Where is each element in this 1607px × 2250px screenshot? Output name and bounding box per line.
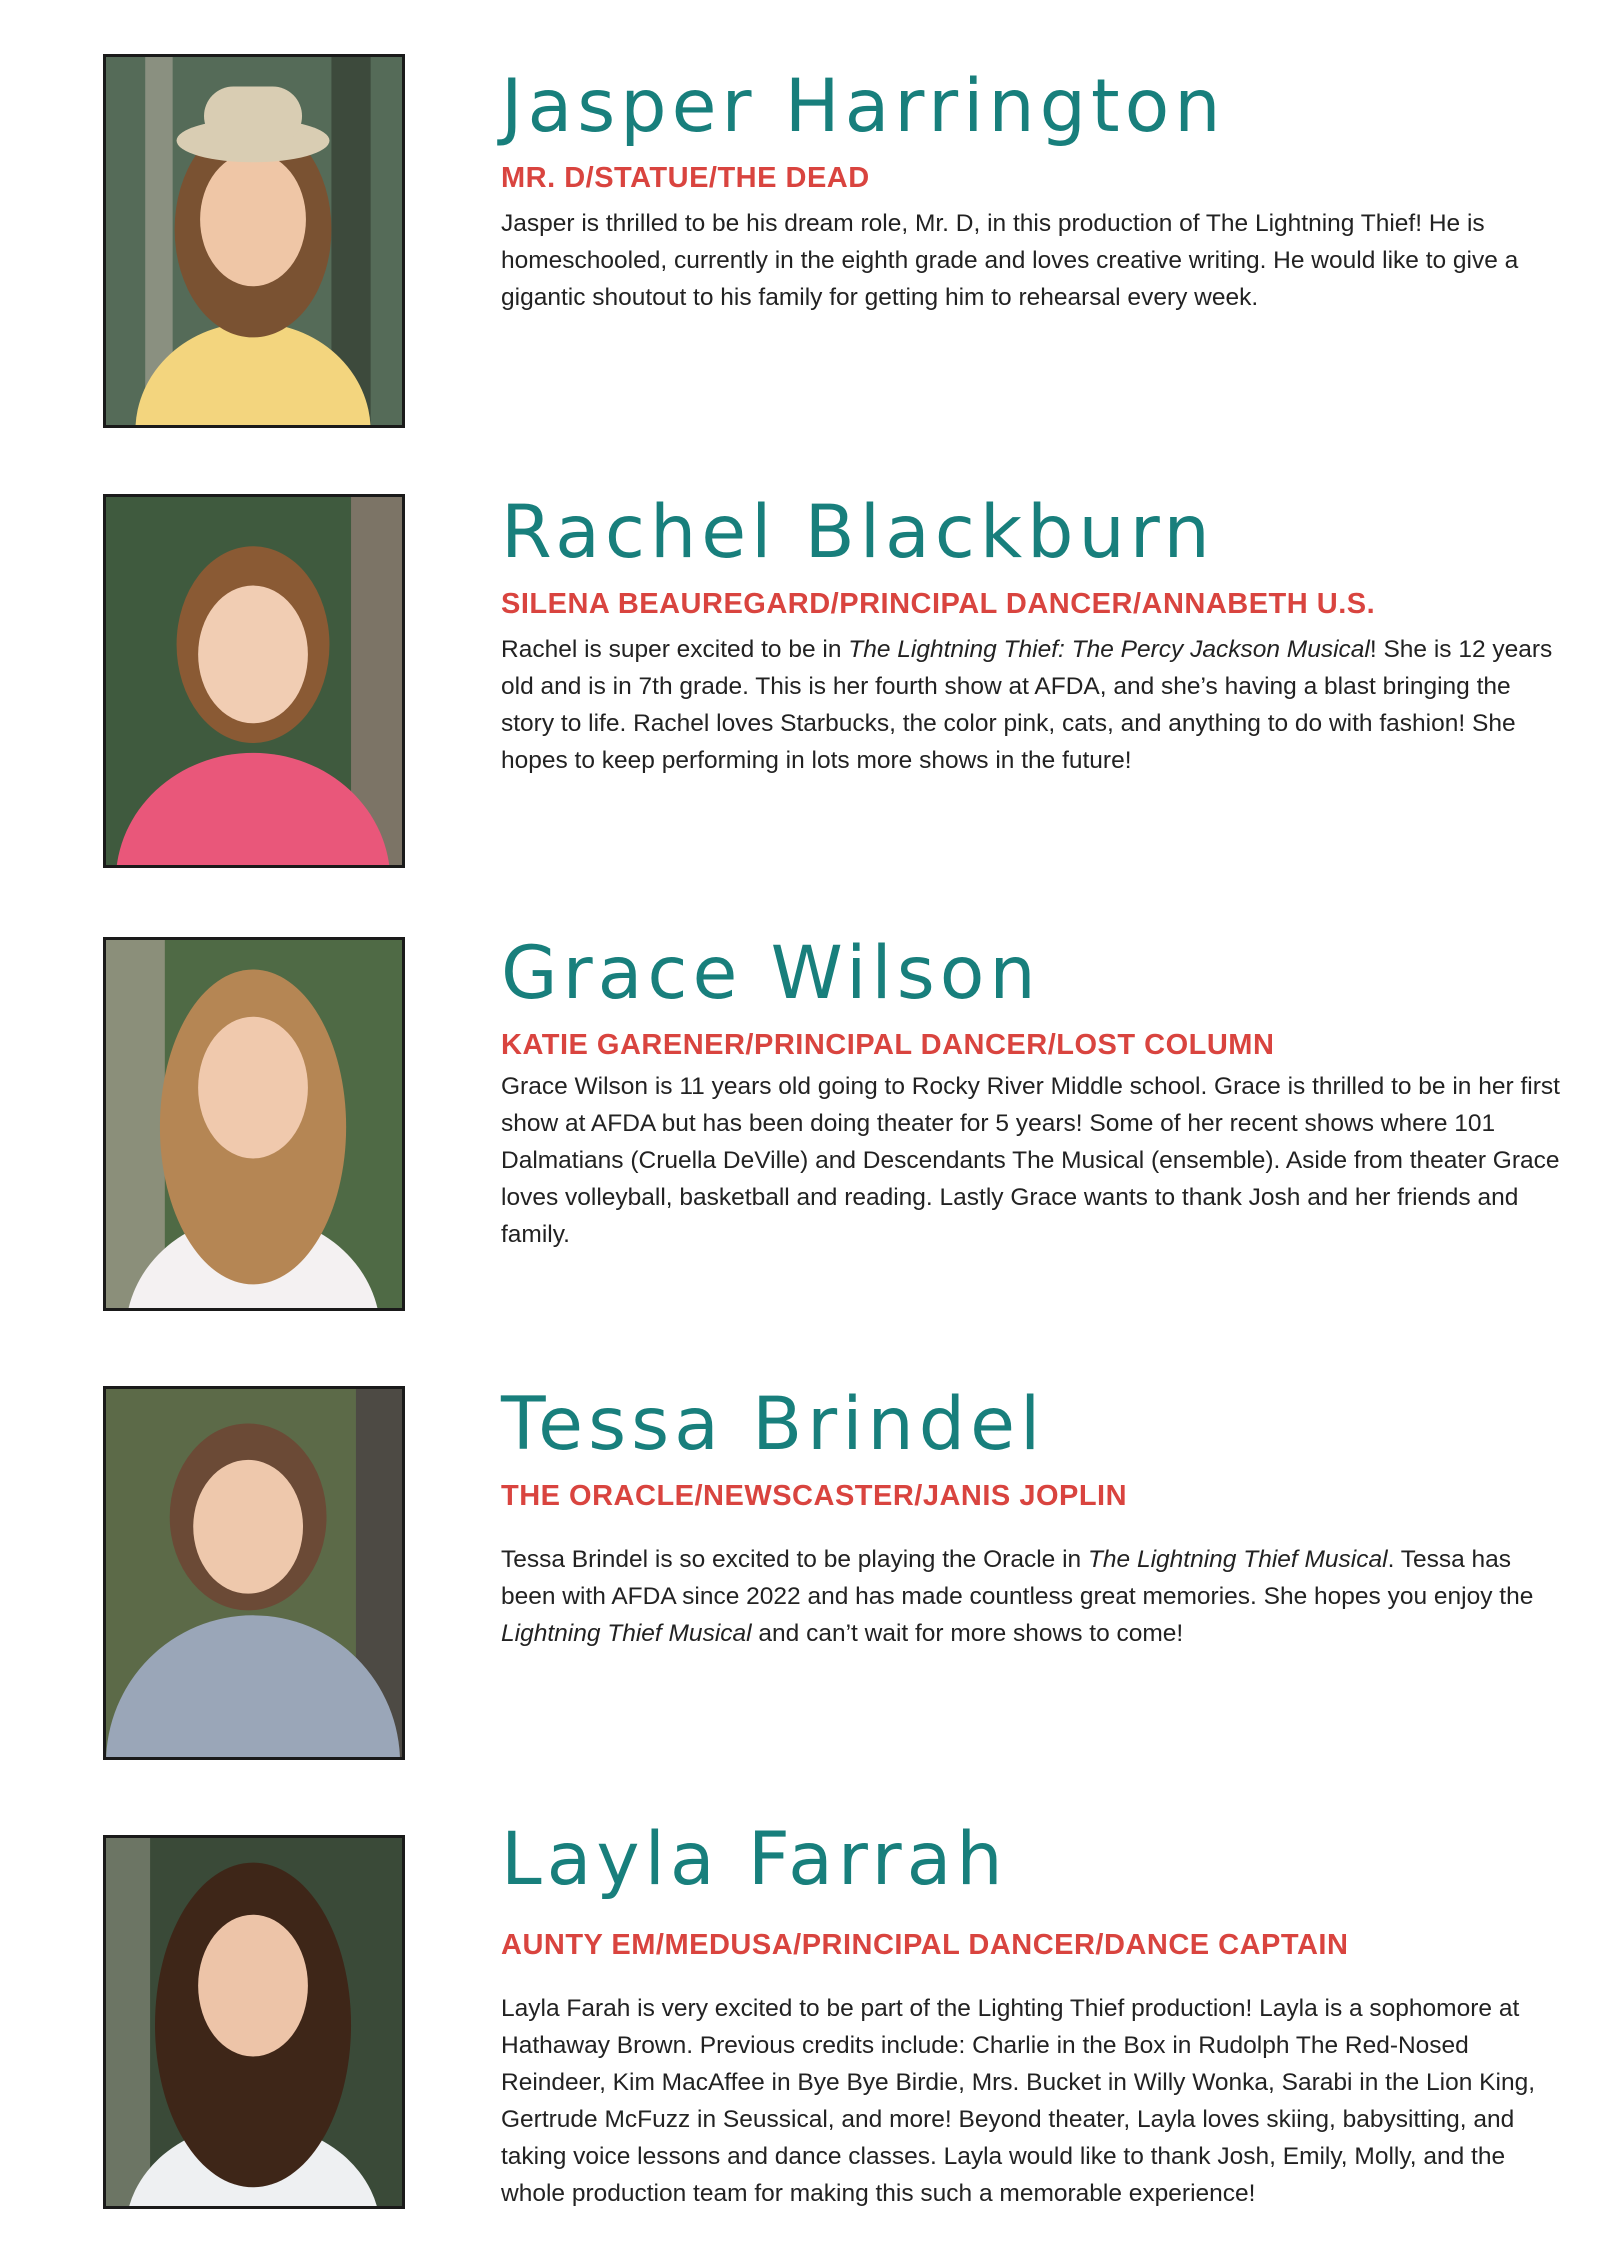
role-title: AUNTY EM/MEDUSA/PRINCIPAL DANCER/DANCE CAPTAIN <box>501 1929 1349 1961</box>
bio-segment: Grace Wilson is 11 years old going to Rocky River Middle school. Grace is thrilled to be in her first show at AFDA but has been doing theater for 5 years! Some of her recent shows where 101 Dalmatians (Cruella DeVille) and Descendants The Musical (ensemble). Aside from theater Grace loves volleyball, basketball and reading. Lastly Grace wants to thank Josh and her friends and family. <box>501 1073 1560 1248</box>
bio-segment: Tessa Brindel is so excited to be playing the Oracle in <box>501 1546 1088 1573</box>
bio-text <box>501 631 1561 779</box>
cast-name: Rachel Blackburn <box>501 490 1215 575</box>
bio-segment: Layla Farah is very excited to be part of the Lighting Thief production! Layla is a sophomore at Hathaway Brown. Previous credits include: Charlie in the Box in Rudolph The Red-Nosed Reindeer, Kim MacAffee in Bye Bye Birdie, Mrs. Bucket in Willy Wonka, Sarabi in the Lion King, Gertrude McFuzz in Seussical, and more! Beyond theater, Layla loves skiing, babysitting, and taking voice lessons and dance classes. Layla would like to thank Josh, Emily, Molly, and the whole production team for making this such a memorable experience! <box>501 1995 1536 2207</box>
bio-segment: . Tessa has been with AFDA since 2022 and has made countless great memories. She hopes you enjoy the <box>501 1546 1534 1610</box>
cast-name: Layla Farrah <box>501 1817 1008 1902</box>
bio-text <box>501 1990 1561 2212</box>
role-title: THE ORACLE/NEWSCASTER/JANIS JOPLIN <box>501 1480 1128 1512</box>
portrait-image <box>106 1389 402 1757</box>
headshot-photo <box>103 937 405 1311</box>
headshot-photo <box>103 494 405 868</box>
headshot-photo <box>103 54 405 428</box>
bio-segment: ! She is 12 years old and is in 7th grade. This is her fourth show at AFDA, and she’s having a blast bringing the story to life. Rachel loves Starbucks, the color pink, cats, and anything to do with fashion! She hopes to keep performing in lots more shows in the future! <box>501 636 1553 774</box>
italic-title-text: The Lightning Thief Musical <box>1087 1546 1388 1573</box>
bio-column <box>501 1817 1561 2212</box>
bio-segment: Rachel is super excited to be in <box>501 636 849 663</box>
cast-name: Grace Wilson <box>501 931 1041 1016</box>
bio-segment: Jasper is thrilled to be his dream role, Mr. D, in this production of The Lightning Thief! He is homeschooled, currently in the eighth grade and loves creative writing. He would like to give a gigantic shoutout to his family for getting him to rehearsal every week. <box>501 210 1519 311</box>
bio-column <box>501 931 1561 1253</box>
portrait-image <box>106 1838 402 2206</box>
bio-text <box>501 205 1561 316</box>
bio-column <box>501 64 1561 316</box>
cast-name: Tessa Brindel <box>501 1382 1046 1467</box>
bio-segment: and can’t wait for more shows to come! <box>751 1620 1184 1647</box>
bio-column <box>501 1382 1561 1652</box>
portrait-image <box>106 497 402 865</box>
role-title: SILENA BEAUREGARD/PRINCIPAL DANCER/ANNABETH U.S. <box>501 588 1376 620</box>
cast-name: Jasper Harrington <box>501 64 1226 149</box>
bio-text <box>501 1068 1561 1253</box>
portrait-image <box>106 57 402 425</box>
bio-text <box>501 1541 1561 1652</box>
bio-column <box>501 490 1561 779</box>
role-title: KATIE GARENER/PRINCIPAL DANCER/LOST COLUMN <box>501 1029 1275 1061</box>
italic-title-text: The Lightning Thief: The Percy Jackson Musical <box>848 636 1370 663</box>
headshot-photo <box>103 1835 405 2209</box>
headshot-photo <box>103 1386 405 1760</box>
italic-title-text: Lightning Thief Musical <box>501 1620 752 1647</box>
role-title: MR. D/STATUE/THE DEAD <box>501 162 870 194</box>
portrait-image <box>106 940 402 1308</box>
